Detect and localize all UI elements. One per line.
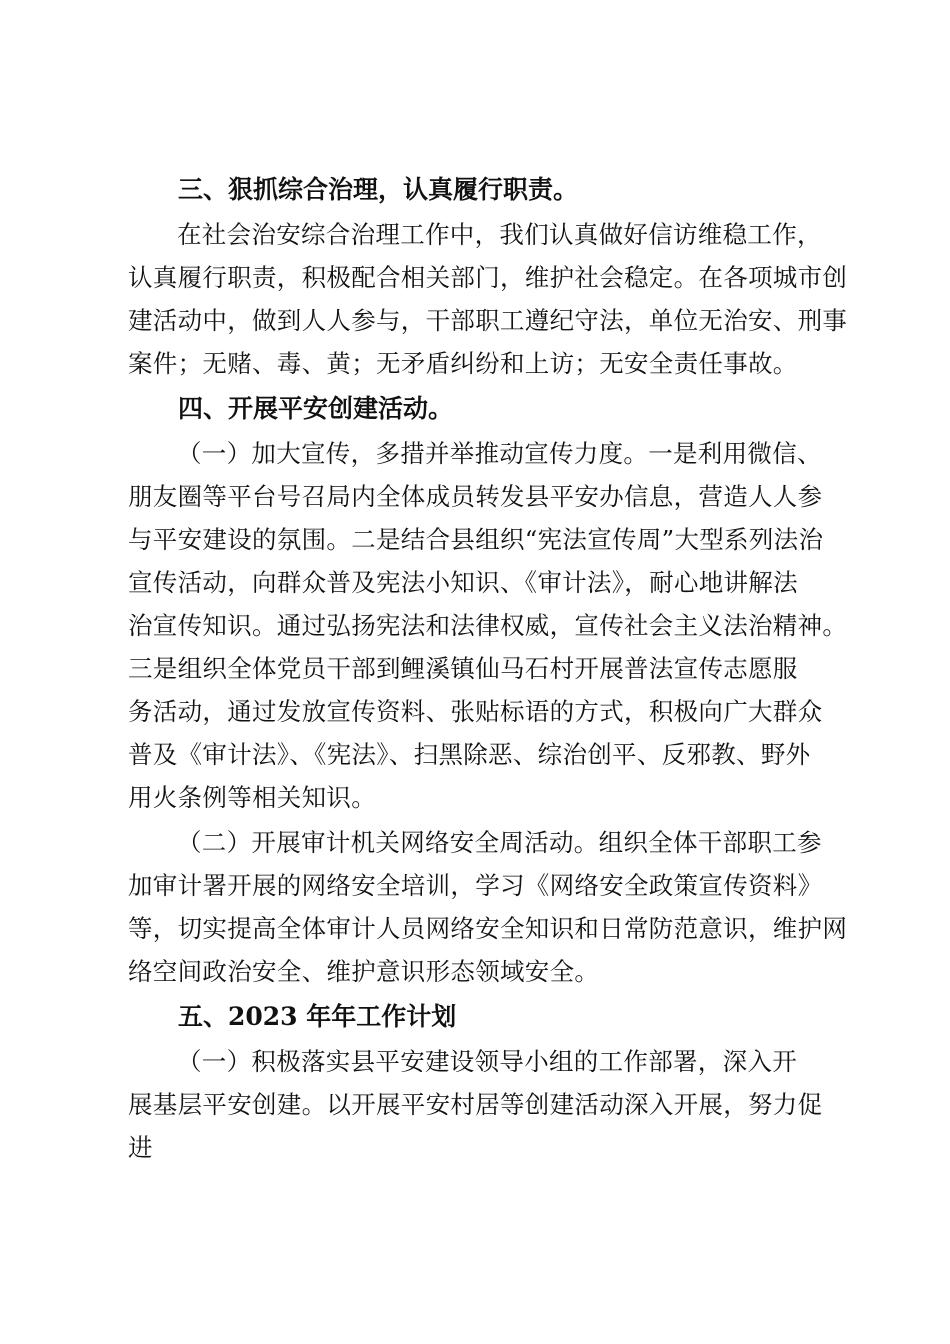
- text-line: （二）开展审计机关网络安全周活动。组织全体干部职工参: [177, 828, 822, 857]
- text-line: 在社会治安综合治理工作中，我们认真做好信访维稳工作，: [177, 220, 822, 249]
- section-heading: 三、狠抓综合治理，认真履行职责。: [178, 175, 579, 204]
- text-line: （一）积极落实县平安建设领导小组的工作部署，深入开: [177, 1047, 797, 1076]
- text-line: 务活动，通过发放宣传资料、张贴标语的方式，积极向广大群众: [128, 697, 823, 726]
- text-line: 与平安建设的氛围。二是结合县组织“宪法宣传周”大型系列法治: [128, 525, 824, 554]
- text-line: （一）加大宣传，多措并举推动宣传力度。一是利用微信、: [177, 439, 822, 468]
- document-body: [128, 168, 848, 1171]
- text-line: 普及《审计法》、《宪法》、扫黑除恶、综治创平、反邪教、野外: [128, 740, 811, 769]
- text-line: 展基层平安创建。以开展平安村居等创建活动深入开展，努力促: [128, 1090, 823, 1119]
- paragraph: [128, 821, 848, 993]
- paragraph: [128, 1040, 848, 1169]
- text-line: 宣传活动，向群众普及宪法小知识、《审计法》，耐心地讲解法: [128, 568, 798, 597]
- paragraph: [128, 432, 848, 819]
- text-line: 案件；无赌、毒、黄；无矛盾纠纷和上访；无安全责任事故。: [128, 349, 798, 378]
- text-line: 用火条例等相关知识。: [128, 783, 376, 812]
- paragraph: [128, 213, 848, 385]
- text-line: 朋友圈等平台号召局内全体成员转发县平安办信息，营造人人参: [128, 482, 823, 511]
- text-line: 建活动中，做到人人参与，干部职工遵纪守法，单位无治安、刑事: [128, 306, 848, 335]
- text-line: 三是组织全体党员干部到鲤溪镇仙马石村开展普法宣传志愿服: [128, 654, 798, 683]
- section-heading: 五、2023 年年工作计划: [178, 1002, 457, 1031]
- text-line: 治宣传知识。通过弘扬宪法和法律权威，宣传社会主义法治精神。: [128, 611, 848, 640]
- text-line: 络空间政治安全、维护意识形态领域安全。: [128, 957, 600, 986]
- text-line: 认真履行职责，积极配合相关部门，维护社会稳定。在各项城市创: [128, 263, 848, 292]
- text-line: 进: [128, 1133, 153, 1162]
- section-heading: 四、开展平安创建活动。: [178, 394, 454, 423]
- text-line: 等，切实提高全体审计人员网络安全知识和日常防范意识，维护网: [128, 914, 848, 943]
- text-line: 加审计署开展的网络安全培训，学习《网络安全政策宣传资料》: [128, 871, 823, 900]
